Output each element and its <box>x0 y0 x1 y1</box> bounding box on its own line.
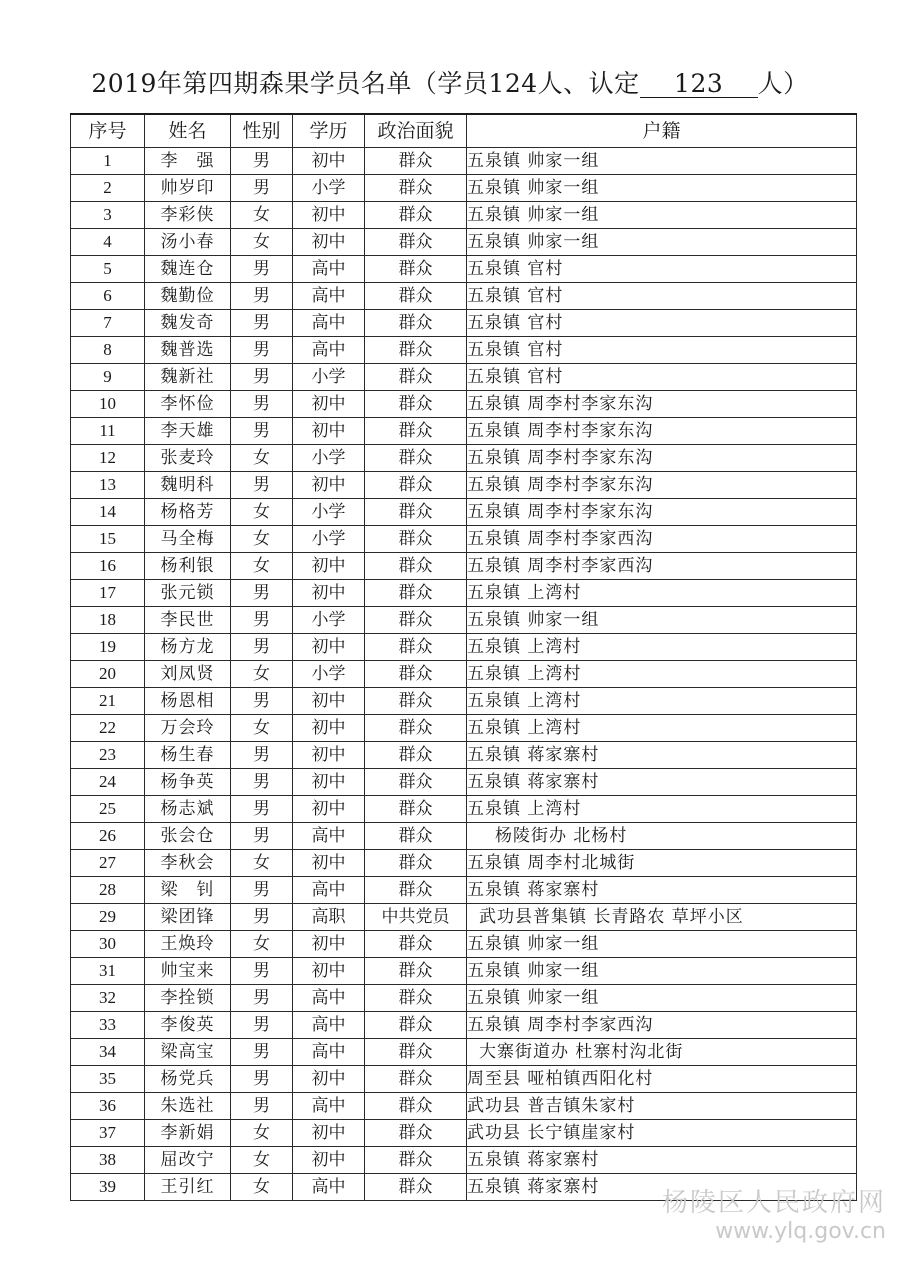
cell-political-status: 群众 <box>365 1120 467 1147</box>
cell-political-status: 群众 <box>365 1147 467 1174</box>
roster-table <box>70 113 857 1201</box>
cell-serial: 28 <box>71 877 145 904</box>
cell-serial: 7 <box>71 310 145 337</box>
cell-education: 初中 <box>293 769 365 796</box>
cell-sex: 男 <box>231 769 293 796</box>
header-education: 学历 <box>293 114 365 148</box>
cell-sex: 女 <box>231 661 293 688</box>
table-row <box>71 364 857 391</box>
cell-household: 五泉镇 周李村北城街 <box>467 850 857 877</box>
cell-political-status: 群众 <box>365 445 467 472</box>
cell-political-status: 群众 <box>365 175 467 202</box>
header-political-status: 政治面貌 <box>365 114 467 148</box>
cell-political-status: 群众 <box>365 283 467 310</box>
cell-household: 五泉镇 周李村李家东沟 <box>467 472 857 499</box>
cell-household: 周至县 哑柏镇西阳化村 <box>467 1066 857 1093</box>
cell-name: 张麦玲 <box>145 445 231 472</box>
cell-household: 五泉镇 官村 <box>467 310 857 337</box>
table-row <box>71 715 857 742</box>
cell-name: 刘凤贤 <box>145 661 231 688</box>
cell-education: 高中 <box>293 256 365 283</box>
table-row <box>71 310 857 337</box>
cell-education: 初中 <box>293 202 365 229</box>
cell-serial: 19 <box>71 634 145 661</box>
cell-political-status: 群众 <box>365 877 467 904</box>
cell-political-status: 群众 <box>365 661 467 688</box>
cell-sex: 男 <box>231 580 293 607</box>
cell-household: 武功县 普吉镇朱家村 <box>467 1093 857 1120</box>
cell-education: 高中 <box>293 1012 365 1039</box>
cell-household: 五泉镇 蒋家寨村 <box>467 742 857 769</box>
cell-serial: 38 <box>71 1147 145 1174</box>
cell-serial: 34 <box>71 1039 145 1066</box>
cell-serial: 10 <box>71 391 145 418</box>
cell-education: 初中 <box>293 148 365 175</box>
cell-name: 杨方龙 <box>145 634 231 661</box>
cell-household: 五泉镇 周李村李家西沟 <box>467 526 857 553</box>
cell-name: 杨争英 <box>145 769 231 796</box>
cell-political-status: 群众 <box>365 1174 467 1201</box>
cell-sex: 男 <box>231 472 293 499</box>
cell-household: 五泉镇 官村 <box>467 256 857 283</box>
cell-education: 高中 <box>293 337 365 364</box>
cell-serial: 29 <box>71 904 145 931</box>
table-row <box>71 337 857 364</box>
cell-sex: 女 <box>231 715 293 742</box>
cell-serial: 14 <box>71 499 145 526</box>
table-row <box>71 607 857 634</box>
cell-political-status: 中共党员 <box>365 904 467 931</box>
cell-serial: 31 <box>71 958 145 985</box>
cell-name: 李怀俭 <box>145 391 231 418</box>
title-prefix: 2019年第四期森果学员名单（学员124人、认定 <box>91 69 640 98</box>
site-watermark <box>662 1182 886 1244</box>
cell-serial: 5 <box>71 256 145 283</box>
table-row <box>71 823 857 850</box>
table-row <box>71 958 857 985</box>
cell-education: 小学 <box>293 364 365 391</box>
cell-education: 小学 <box>293 445 365 472</box>
cell-sex: 男 <box>231 148 293 175</box>
cell-education: 高中 <box>293 823 365 850</box>
cell-political-status: 群众 <box>365 688 467 715</box>
cell-serial: 22 <box>71 715 145 742</box>
cell-education: 小学 <box>293 526 365 553</box>
cell-education: 初中 <box>293 634 365 661</box>
cell-political-status: 群众 <box>365 958 467 985</box>
cell-education: 高中 <box>293 1093 365 1120</box>
table-row <box>71 742 857 769</box>
cell-serial: 11 <box>71 418 145 445</box>
cell-household: 五泉镇 蒋家寨村 <box>467 769 857 796</box>
table-row <box>71 904 857 931</box>
cell-education: 初中 <box>293 931 365 958</box>
cell-political-status: 群众 <box>365 418 467 445</box>
table-row <box>71 1093 857 1120</box>
header-household: 户籍 <box>467 114 857 148</box>
cell-name: 魏发奇 <box>145 310 231 337</box>
cell-sex: 男 <box>231 1039 293 1066</box>
cell-name: 张会仓 <box>145 823 231 850</box>
cell-political-status: 群众 <box>365 985 467 1012</box>
cell-name: 李俊英 <box>145 1012 231 1039</box>
cell-political-status: 群众 <box>365 742 467 769</box>
cell-serial: 8 <box>71 337 145 364</box>
cell-education: 初中 <box>293 472 365 499</box>
table-row <box>71 553 857 580</box>
cell-education: 高职 <box>293 904 365 931</box>
cell-sex: 男 <box>231 796 293 823</box>
cell-political-status: 群众 <box>365 526 467 553</box>
cell-education: 高中 <box>293 877 365 904</box>
cell-serial: 4 <box>71 229 145 256</box>
cell-household: 五泉镇 蒋家寨村 <box>467 1147 857 1174</box>
cell-sex: 女 <box>231 229 293 256</box>
cell-political-status: 群众 <box>365 310 467 337</box>
cell-household: 武功县 长宁镇崖家村 <box>467 1120 857 1147</box>
cell-serial: 20 <box>71 661 145 688</box>
cell-household: 五泉镇 上湾村 <box>467 715 857 742</box>
table-row <box>71 1066 857 1093</box>
cell-household: 五泉镇 上湾村 <box>467 796 857 823</box>
cell-household: 五泉镇 蒋家寨村 <box>467 1174 857 1201</box>
cell-household: 五泉镇 帅家一组 <box>467 175 857 202</box>
cell-political-status: 群众 <box>365 391 467 418</box>
cell-political-status: 群众 <box>365 364 467 391</box>
cell-name: 杨生春 <box>145 742 231 769</box>
cell-serial: 12 <box>71 445 145 472</box>
cell-education: 初中 <box>293 418 365 445</box>
cell-sex: 男 <box>231 337 293 364</box>
cell-sex: 女 <box>231 1174 293 1201</box>
cell-serial: 35 <box>71 1066 145 1093</box>
cell-political-status: 群众 <box>365 553 467 580</box>
cell-political-status: 群众 <box>365 337 467 364</box>
cell-sex: 女 <box>231 850 293 877</box>
cell-serial: 33 <box>71 1012 145 1039</box>
table-row <box>71 850 857 877</box>
cell-political-status: 群众 <box>365 1012 467 1039</box>
cell-name: 杨恩相 <box>145 688 231 715</box>
table-row <box>71 1012 857 1039</box>
table-row <box>71 229 857 256</box>
table-body <box>71 148 857 1201</box>
table-row <box>71 283 857 310</box>
table-row <box>71 796 857 823</box>
cell-serial: 17 <box>71 580 145 607</box>
cell-sex: 女 <box>231 445 293 472</box>
cell-education: 高中 <box>293 310 365 337</box>
cell-sex: 男 <box>231 391 293 418</box>
cell-political-status: 群众 <box>365 931 467 958</box>
cell-sex: 男 <box>231 418 293 445</box>
cell-name: 李 强 <box>145 148 231 175</box>
cell-household: 五泉镇 上湾村 <box>467 580 857 607</box>
cell-serial: 39 <box>71 1174 145 1201</box>
cell-household: 五泉镇 官村 <box>467 283 857 310</box>
cell-sex: 女 <box>231 526 293 553</box>
cell-name: 马全梅 <box>145 526 231 553</box>
table-row <box>71 688 857 715</box>
cell-name: 帅宝来 <box>145 958 231 985</box>
cell-sex: 男 <box>231 1012 293 1039</box>
cell-serial: 18 <box>71 607 145 634</box>
table-row <box>71 472 857 499</box>
cell-education: 初中 <box>293 1066 365 1093</box>
cell-household: 五泉镇 帅家一组 <box>467 229 857 256</box>
cell-serial: 16 <box>71 553 145 580</box>
cell-serial: 27 <box>71 850 145 877</box>
cell-sex: 男 <box>231 607 293 634</box>
cell-name: 魏勤俭 <box>145 283 231 310</box>
cell-name: 魏新社 <box>145 364 231 391</box>
cell-education: 高中 <box>293 1039 365 1066</box>
table-row <box>71 580 857 607</box>
cell-name: 魏普选 <box>145 337 231 364</box>
cell-education: 高中 <box>293 1174 365 1201</box>
cell-household: 五泉镇 官村 <box>467 337 857 364</box>
cell-sex: 女 <box>231 931 293 958</box>
cell-name: 杨志斌 <box>145 796 231 823</box>
cell-name: 李拴锁 <box>145 985 231 1012</box>
cell-household: 五泉镇 周李村李家西沟 <box>467 1012 857 1039</box>
cell-serial: 21 <box>71 688 145 715</box>
cell-name: 汤小春 <box>145 229 231 256</box>
cell-name: 魏明科 <box>145 472 231 499</box>
cell-political-status: 群众 <box>365 607 467 634</box>
cell-name: 李新娟 <box>145 1120 231 1147</box>
cell-education: 初中 <box>293 580 365 607</box>
cell-sex: 男 <box>231 823 293 850</box>
cell-education: 初中 <box>293 715 365 742</box>
cell-political-status: 群众 <box>365 229 467 256</box>
cell-name: 魏连仓 <box>145 256 231 283</box>
cell-household: 五泉镇 帅家一组 <box>467 607 857 634</box>
cell-serial: 30 <box>71 931 145 958</box>
cell-household: 大寨街道办 杜寨村沟北街 <box>467 1039 857 1066</box>
cell-political-status: 群众 <box>365 472 467 499</box>
cell-education: 初中 <box>293 391 365 418</box>
cell-serial: 36 <box>71 1093 145 1120</box>
cell-political-status: 群众 <box>365 796 467 823</box>
cell-political-status: 群众 <box>365 634 467 661</box>
cell-name: 李彩侠 <box>145 202 231 229</box>
cell-sex: 男 <box>231 256 293 283</box>
table-row <box>71 148 857 175</box>
header-serial: 序号 <box>71 114 145 148</box>
title-count: 123 <box>640 71 758 98</box>
cell-serial: 1 <box>71 148 145 175</box>
cell-sex: 男 <box>231 634 293 661</box>
cell-household: 五泉镇 周李村李家西沟 <box>467 553 857 580</box>
cell-education: 初中 <box>293 850 365 877</box>
cell-sex: 男 <box>231 904 293 931</box>
header-sex: 性别 <box>231 114 293 148</box>
cell-education: 初中 <box>293 553 365 580</box>
header-name: 姓名 <box>145 114 231 148</box>
cell-political-status: 群众 <box>365 850 467 877</box>
cell-education: 初中 <box>293 1147 365 1174</box>
cell-education: 小学 <box>293 607 365 634</box>
table-row <box>71 526 857 553</box>
cell-household: 五泉镇 蒋家寨村 <box>467 877 857 904</box>
cell-household: 杨陵街办 北杨村 <box>467 823 857 850</box>
cell-sex: 男 <box>231 985 293 1012</box>
cell-sex: 男 <box>231 877 293 904</box>
cell-serial: 2 <box>71 175 145 202</box>
cell-sex: 男 <box>231 283 293 310</box>
table-row <box>71 418 857 445</box>
table-row <box>71 1039 857 1066</box>
table-row <box>71 202 857 229</box>
cell-name: 张元锁 <box>145 580 231 607</box>
cell-household: 五泉镇 帅家一组 <box>467 931 857 958</box>
cell-household: 五泉镇 上湾村 <box>467 661 857 688</box>
cell-education: 初中 <box>293 1120 365 1147</box>
cell-sex: 女 <box>231 553 293 580</box>
table-row <box>71 985 857 1012</box>
cell-serial: 6 <box>71 283 145 310</box>
cell-name: 梁团锋 <box>145 904 231 931</box>
cell-household: 五泉镇 帅家一组 <box>467 958 857 985</box>
cell-sex: 男 <box>231 1093 293 1120</box>
cell-name: 梁高宝 <box>145 1039 231 1066</box>
cell-political-status: 群众 <box>365 1093 467 1120</box>
table-row <box>71 175 857 202</box>
table-row <box>71 256 857 283</box>
table-row <box>71 391 857 418</box>
cell-serial: 37 <box>71 1120 145 1147</box>
cell-political-status: 群众 <box>365 256 467 283</box>
table-row <box>71 769 857 796</box>
table-row <box>71 1120 857 1147</box>
cell-education: 初中 <box>293 742 365 769</box>
cell-name: 帅岁印 <box>145 175 231 202</box>
cell-household: 五泉镇 周李村李家东沟 <box>467 418 857 445</box>
cell-name: 杨格芳 <box>145 499 231 526</box>
cell-political-status: 群众 <box>365 823 467 850</box>
cell-household: 五泉镇 周李村李家东沟 <box>467 391 857 418</box>
cell-name: 王引红 <box>145 1174 231 1201</box>
cell-household: 五泉镇 上湾村 <box>467 688 857 715</box>
cell-sex: 女 <box>231 1120 293 1147</box>
cell-household: 五泉镇 帅家一组 <box>467 148 857 175</box>
cell-serial: 25 <box>71 796 145 823</box>
cell-serial: 26 <box>71 823 145 850</box>
cell-name: 李民世 <box>145 607 231 634</box>
cell-political-status: 群众 <box>365 769 467 796</box>
cell-household: 五泉镇 周李村李家东沟 <box>467 445 857 472</box>
table-row <box>71 931 857 958</box>
cell-education: 小学 <box>293 499 365 526</box>
cell-name: 万会玲 <box>145 715 231 742</box>
title-suffix: 人） <box>757 69 809 98</box>
cell-sex: 男 <box>231 310 293 337</box>
cell-political-status: 群众 <box>365 1066 467 1093</box>
cell-education: 初中 <box>293 229 365 256</box>
cell-name: 杨利银 <box>145 553 231 580</box>
cell-education: 小学 <box>293 175 365 202</box>
cell-education: 初中 <box>293 688 365 715</box>
cell-serial: 24 <box>71 769 145 796</box>
cell-name: 李天雄 <box>145 418 231 445</box>
cell-education: 高中 <box>293 985 365 1012</box>
cell-political-status: 群众 <box>365 715 467 742</box>
cell-sex: 男 <box>231 1066 293 1093</box>
table-row <box>71 1147 857 1174</box>
watermark-site-url: www.ylq.gov.cn <box>715 1219 886 1244</box>
cell-household: 五泉镇 周李村李家东沟 <box>467 499 857 526</box>
cell-education: 初中 <box>293 958 365 985</box>
cell-serial: 23 <box>71 742 145 769</box>
cell-sex: 男 <box>231 958 293 985</box>
cell-sex: 女 <box>231 499 293 526</box>
page-title <box>0 64 900 100</box>
cell-household: 五泉镇 帅家一组 <box>467 202 857 229</box>
cell-household: 五泉镇 上湾村 <box>467 634 857 661</box>
cell-serial: 32 <box>71 985 145 1012</box>
cell-name: 梁 钊 <box>145 877 231 904</box>
cell-household: 五泉镇 官村 <box>467 364 857 391</box>
cell-political-status: 群众 <box>365 148 467 175</box>
watermark-site-name: 杨陵区人民政府网 <box>661 1188 886 1218</box>
cell-name: 杨党兵 <box>145 1066 231 1093</box>
cell-name: 李秋会 <box>145 850 231 877</box>
cell-name: 屈改宁 <box>145 1147 231 1174</box>
table-row <box>71 634 857 661</box>
table-row <box>71 661 857 688</box>
cell-serial: 9 <box>71 364 145 391</box>
cell-political-status: 群众 <box>365 499 467 526</box>
cell-sex: 男 <box>231 175 293 202</box>
cell-education: 小学 <box>293 661 365 688</box>
cell-education: 高中 <box>293 283 365 310</box>
cell-name: 王焕玲 <box>145 931 231 958</box>
cell-political-status: 群众 <box>365 1039 467 1066</box>
cell-sex: 男 <box>231 688 293 715</box>
cell-sex: 男 <box>231 742 293 769</box>
table-row <box>71 499 857 526</box>
cell-sex: 男 <box>231 364 293 391</box>
cell-sex: 女 <box>231 1147 293 1174</box>
cell-name: 朱选社 <box>145 1093 231 1120</box>
cell-political-status: 群众 <box>365 580 467 607</box>
cell-household: 武功县普集镇 长青路农 草坪小区 <box>467 904 857 931</box>
cell-serial: 3 <box>71 202 145 229</box>
cell-education: 初中 <box>293 796 365 823</box>
table-header-row <box>71 114 857 148</box>
cell-household: 五泉镇 帅家一组 <box>467 985 857 1012</box>
cell-serial: 15 <box>71 526 145 553</box>
cell-sex: 女 <box>231 202 293 229</box>
table-row <box>71 445 857 472</box>
cell-political-status: 群众 <box>365 202 467 229</box>
table-row <box>71 877 857 904</box>
cell-serial: 13 <box>71 472 145 499</box>
